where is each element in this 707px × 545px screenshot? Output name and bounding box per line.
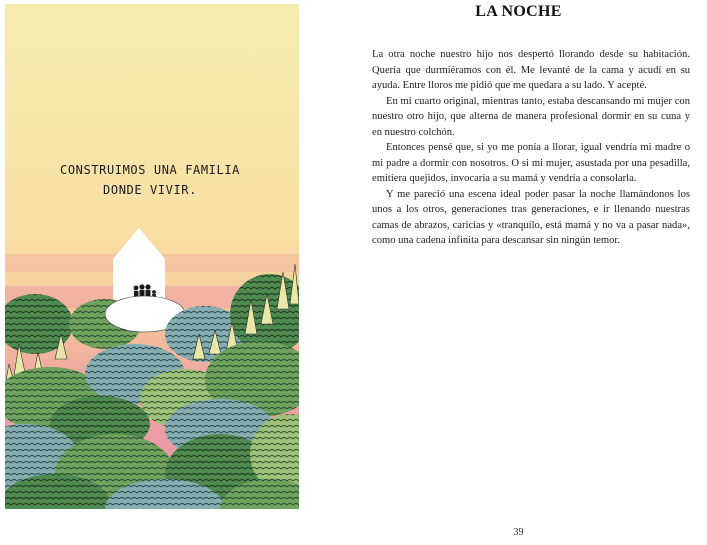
- paragraph-2: En mi cuarto original, mientras tanto, estaba descansando mi mujer con nuestro otro hijo, que alterna de manera profesional dormir en su cuna y en nuestro colchón.: [372, 95, 690, 138]
- illustration-page: [5, 4, 299, 509]
- chapter-title: LA NOCHE: [475, 3, 562, 20]
- illustration-caption: [5, 160, 295, 200]
- text-page: [330, 0, 707, 545]
- page-number: 39: [513, 527, 524, 538]
- chapter-body: [372, 47, 690, 249]
- paragraph-1: La otra noche nuestro hijo nos despertó llorando desde su habitación. Quería que durmiéramos con él. Me levanté de la cama y acudí en su ayuda. Entre lloros me pidió que me quedara a su lado. Y acepté.: [372, 49, 690, 91]
- paragraph-3: Entonces pensé que, si yo me ponía a llorar, igual vendría mi madre o mi padre a dormir con nosotros. O si mi mujer, asustada por una pesadilla, emitiera quejidos, invocaría a su mamá y vendría a consolarla.: [372, 142, 690, 184]
- paragraph-4: Y me pareció una escena ideal poder pasar la noche llamándonos los unos a los otros, generaciones tras generaciones, e ir llenando nuestras camas de abrazos, caricias y «tranquilo, está mamá y no va a pasar nada», como una cadena infinita para descansar sin ningún temor.: [372, 188, 690, 246]
- caption-line-2: DONDE VIVIR.: [103, 183, 197, 197]
- family-house-illustration: [5, 4, 299, 509]
- caption-line-1: CONSTRUIMOS UNA FAMILIA: [60, 163, 240, 177]
